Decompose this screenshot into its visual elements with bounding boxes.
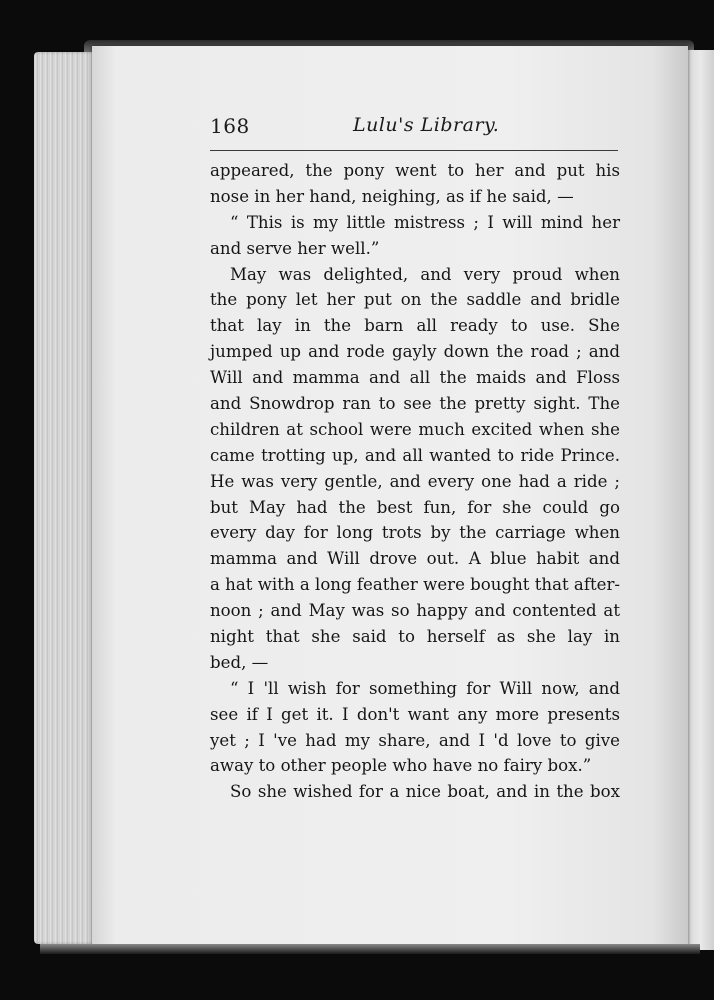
text-line: bed, — [210, 652, 269, 672]
text-line: night that she said to herself as she lay in [210, 627, 620, 647]
text-line: away to other people who have no fairy box.” [210, 756, 592, 776]
body-text [210, 158, 620, 805]
text-line: appeared, the pony went to her and put his [210, 161, 620, 180]
text-line: Will and mamma and all the maids and Floss [210, 368, 620, 388]
text-line: “ This is my little mistress ; I will mind her [230, 212, 620, 232]
text-line: but May had the best fun, for she could go [210, 497, 620, 517]
text-line: jumped up and rode gayly down the road ; and [210, 342, 620, 362]
book-bottom-edge [40, 944, 700, 954]
text-line: that lay in the barn all ready to use. She [210, 316, 620, 336]
header-rule [210, 150, 618, 151]
page-header [210, 112, 620, 142]
text-line: every day for long trots by the carriage when [210, 523, 620, 543]
text-line: nose in her hand, neighing, as if he said, — [210, 186, 574, 206]
text-line: May was delighted, and very proud when [230, 264, 620, 284]
text-line: children at school were much excited when she [210, 419, 620, 439]
text-line: noon ; and May was so happy and contented at [210, 601, 620, 621]
text-line: came trotting up, and all wanted to ride Prince. [210, 445, 620, 465]
text-line: mamma and Will drove out. A blue habit and [210, 549, 620, 569]
text-line: and serve her well.” [210, 238, 380, 258]
text-line: He was very gentle, and every one had a ride ; [210, 471, 620, 491]
page-number: 168 [210, 114, 250, 138]
text-line: So she wished for a nice boat, and in the box [230, 782, 620, 802]
text-line: a hat with a long feather were bought that after- [210, 575, 620, 595]
text-line: the pony let her put on the saddle and bridle [210, 290, 620, 310]
text-line: “ I 'll wish for something for Will now, and [230, 678, 620, 698]
text-line: yet ; I 've had my share, and I 'd love to give [210, 730, 620, 750]
text-line: and Snowdrop ran to see the pretty sight. The [210, 394, 620, 414]
running-title: Lulu's Library. [353, 114, 500, 136]
text-line: see if I get it. I don't want any more presents [210, 704, 620, 724]
